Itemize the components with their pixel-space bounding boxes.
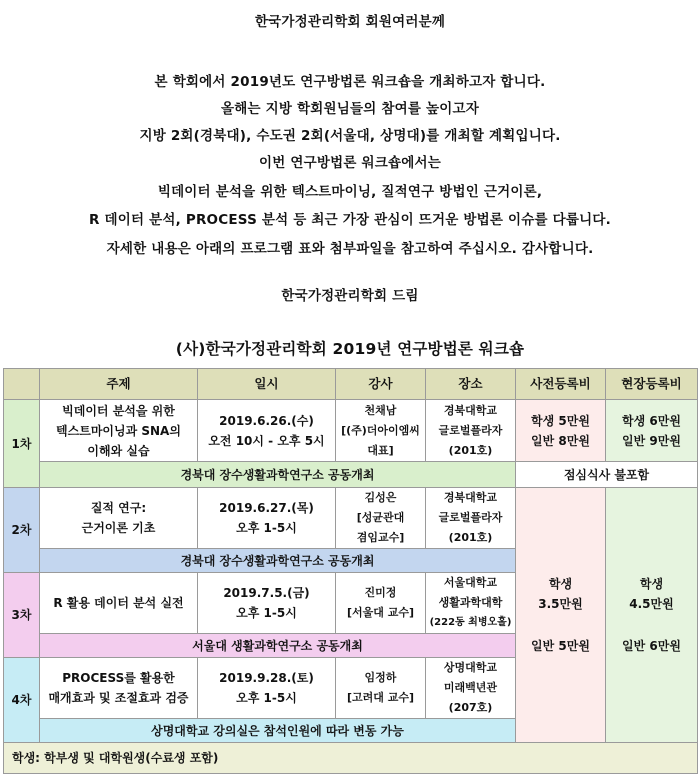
fee-general: 일반 6만원 bbox=[622, 639, 681, 653]
session-1-prefee bbox=[516, 400, 606, 462]
speaker-name: 진미정 bbox=[364, 586, 397, 599]
header-topic: 주제 bbox=[40, 369, 198, 400]
fee-student-label: 학생 bbox=[639, 577, 664, 591]
round-label-4: 4차 bbox=[4, 658, 40, 743]
fee-student-label: 학생 bbox=[548, 577, 573, 591]
session-1-host: 경북대 장수생활과학연구소 공동개최 bbox=[40, 462, 516, 488]
topic-line: R 활용 데이터 분석 실전 bbox=[53, 596, 184, 610]
salutation: 한국가정관리학회 회원여러분께 bbox=[254, 14, 446, 30]
header-speaker: 강사 bbox=[336, 369, 426, 400]
fee-student-amount: 4.5만원 bbox=[629, 597, 674, 611]
session-4-topic bbox=[40, 658, 198, 719]
program-table bbox=[3, 368, 698, 774]
speaker-name: 천채남 bbox=[364, 403, 397, 417]
time-line: 오후 1-5시 bbox=[236, 606, 297, 620]
signature: 한국가정관리학회 드림 bbox=[281, 288, 419, 304]
topic-line: 근거이론 기초 bbox=[81, 521, 156, 535]
fee-student: 학생 5만원 bbox=[531, 413, 590, 428]
letter-line-7: 자세한 내용은 아래의 프로그램 표와 첨부파일을 참고하여 주십시오. 감사합니다. bbox=[106, 241, 594, 257]
fee-general: 일반 5만원 bbox=[531, 639, 590, 653]
speaker-affiliation: [고려대 교수] bbox=[346, 691, 414, 704]
session-2-speaker bbox=[336, 488, 426, 549]
time-line: 오후 1-5시 bbox=[236, 521, 297, 535]
footnote-row bbox=[4, 743, 698, 774]
session-3-host: 서울대 생활과학연구소 공동개최 bbox=[40, 634, 516, 658]
date-line: 2019.6.27.(목) bbox=[219, 501, 314, 515]
session-row-2 bbox=[4, 488, 698, 549]
venue-line: (201호) bbox=[448, 443, 493, 457]
time-line: 오전 10시 - 오후 5시 bbox=[208, 433, 325, 448]
header-sitefee: 현장등록비 bbox=[606, 369, 698, 400]
letter-line-4: 이번 연구방법론 워크숍에서는 bbox=[259, 155, 441, 171]
speaker-affiliation: [성균관대 bbox=[356, 511, 405, 524]
topic-line: 텍스트마이닝과 SNA의 bbox=[56, 423, 181, 438]
session-4-host: 상명대학교 강의실은 참석인원에 따라 변동 가능 bbox=[40, 719, 516, 743]
letter-line-6: R 데이터 분석, PROCESS 분석 등 최근 가장 관심이 뜨거운 방법론 이슈를 다룹니다. bbox=[89, 212, 611, 228]
footnote: 학생: 학부생 및 대학원생(수료생 포함) bbox=[4, 743, 698, 774]
session-3-venue bbox=[426, 573, 516, 634]
header-date: 일시 bbox=[198, 369, 336, 400]
venue-line: (201호) bbox=[448, 531, 493, 544]
venue-line: 생활과학대학 bbox=[438, 596, 503, 609]
fee-student: 학생 6만원 bbox=[622, 413, 681, 428]
header-round bbox=[4, 369, 40, 400]
round-label-1: 1차 bbox=[4, 400, 40, 488]
letter-line-3: 지방 2회(경북대), 수도권 2회(서울대, 상명대)를 개최할 계획입니다. bbox=[139, 128, 561, 144]
session-2-topic bbox=[40, 488, 198, 549]
letter-line-1: 본 학회에서 2019년도 연구방법론 워크숍을 개최하고자 합니다. bbox=[154, 74, 546, 90]
session-1-venue bbox=[426, 400, 516, 462]
session-1-speaker bbox=[336, 400, 426, 462]
session-1-sitefee bbox=[606, 400, 698, 462]
time-line: 오후 1-5시 bbox=[236, 691, 297, 705]
speaker-affiliation: [(주)더아이엠씨 bbox=[341, 423, 420, 437]
venue-line: 글로벌플라자 bbox=[438, 511, 503, 524]
fee-general: 일반 9만원 bbox=[622, 433, 681, 448]
session-row-1-host bbox=[4, 462, 698, 488]
venue-line: 경북대학교 bbox=[443, 403, 498, 417]
venue-line: (207호) bbox=[448, 701, 493, 714]
venue-line: 상명대학교 bbox=[443, 661, 498, 674]
date-line: 2019.9.28.(토) bbox=[219, 671, 314, 685]
topic-line: 빅데이터 분석을 위한 bbox=[62, 403, 175, 418]
session-4-venue bbox=[426, 658, 516, 719]
session-1-topic bbox=[40, 400, 198, 462]
header-venue: 장소 bbox=[426, 369, 516, 400]
speaker-name: 임정하 bbox=[364, 671, 397, 684]
session-4-speaker bbox=[336, 658, 426, 719]
round-label-2: 2차 bbox=[4, 488, 40, 573]
prefee-sessions-2-4 bbox=[516, 488, 606, 743]
header-prefee: 사전등록비 bbox=[516, 369, 606, 400]
speaker-affiliation: 겸임교수] bbox=[356, 531, 405, 544]
date-line: 2019.6.26.(수) bbox=[219, 413, 314, 428]
venue-line: 경북대학교 bbox=[443, 491, 498, 504]
session-3-date bbox=[198, 573, 336, 634]
round-label-3: 3차 bbox=[4, 573, 40, 658]
topic-line: 매개효과 및 조절효과 검증 bbox=[48, 691, 189, 705]
session-2-host: 경북대 장수생활과학연구소 공동개최 bbox=[40, 549, 516, 573]
letter-line-2: 올해는 지방 학회원님들의 참여를 높이고자 bbox=[221, 101, 479, 117]
session-1-date bbox=[198, 400, 336, 462]
session-3-topic bbox=[40, 573, 198, 634]
table-header-row bbox=[4, 369, 698, 400]
venue-line: 미래백년관 bbox=[443, 681, 498, 694]
session-3-speaker bbox=[336, 573, 426, 634]
fee-general: 일반 8만원 bbox=[531, 433, 590, 448]
speaker-affiliation: 대표] bbox=[367, 443, 394, 457]
topic-line: PROCESS를 활용한 bbox=[62, 671, 175, 685]
sitefee-sessions-2-4 bbox=[606, 488, 698, 743]
session-row-1 bbox=[4, 400, 698, 462]
session-4-date bbox=[198, 658, 336, 719]
table-title: (사)한국가정관리학회 2019년 연구방법론 워크숍 bbox=[175, 340, 525, 358]
speaker-affiliation: [서울대 교수] bbox=[346, 606, 414, 619]
venue-line: 글로벌플라자 bbox=[438, 423, 503, 437]
fee-student-amount: 3.5만원 bbox=[538, 597, 583, 611]
venue-line: 서울대학교 bbox=[443, 576, 498, 589]
topic-line: 질적 연구: bbox=[90, 501, 147, 515]
letter-line-5: 빅데이터 분석을 위한 텍스트마이닝, 질적연구 방법인 근거이론, bbox=[157, 184, 543, 200]
venue-line: (222동 최병오홀) bbox=[429, 617, 512, 628]
date-line: 2019.7.5.(금) bbox=[223, 586, 310, 600]
topic-line: 이해와 실습 bbox=[87, 443, 150, 458]
speaker-name: 김성은 bbox=[364, 491, 397, 504]
session-2-date bbox=[198, 488, 336, 549]
session-2-venue bbox=[426, 488, 516, 549]
lunch-note: 점심식사 불포함 bbox=[516, 462, 698, 488]
